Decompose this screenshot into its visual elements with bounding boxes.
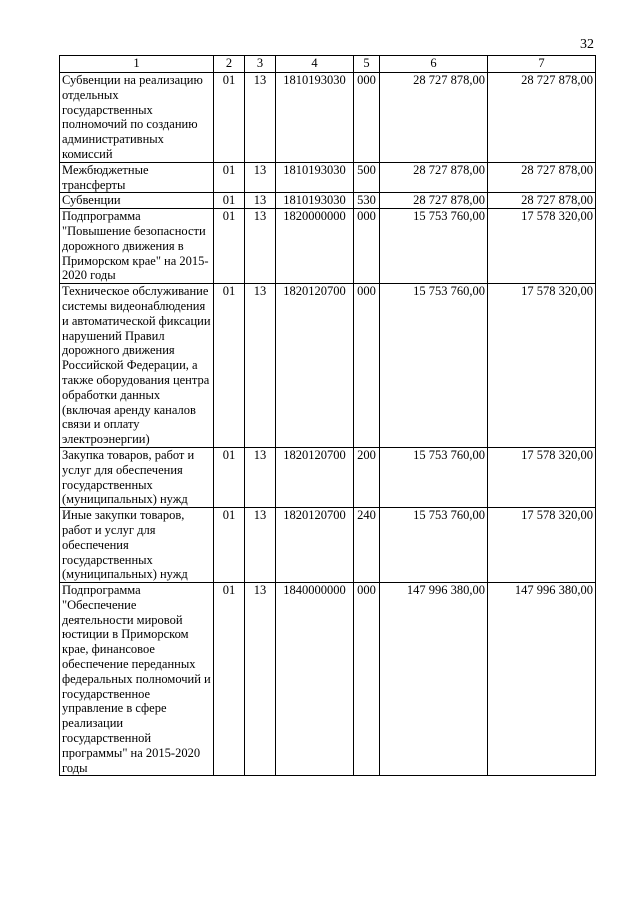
section-code-cell: 01 xyxy=(214,209,245,284)
expense-type-cell: 530 xyxy=(354,193,380,209)
section-code-cell: 01 xyxy=(214,447,245,507)
subsection-code-cell: 13 xyxy=(245,193,276,209)
header-cell: 3 xyxy=(245,56,276,73)
amount-cell-col7: 17 578 320,00 xyxy=(488,508,596,583)
expense-type-cell: 240 xyxy=(354,508,380,583)
expense-type-cell: 000 xyxy=(354,73,380,163)
amount-cell-col7: 17 578 320,00 xyxy=(488,209,596,284)
subsection-code-cell: 13 xyxy=(245,447,276,507)
target-code-cell: 1810193030 xyxy=(276,73,354,163)
header-cell: 5 xyxy=(354,56,380,73)
expense-type-cell: 200 xyxy=(354,447,380,507)
header-cell: 4 xyxy=(276,56,354,73)
target-code-cell: 1820120700 xyxy=(276,508,354,583)
section-code-cell: 01 xyxy=(214,73,245,163)
amount-cell-col6: 28 727 878,00 xyxy=(380,73,488,163)
subsection-code-cell: 13 xyxy=(245,162,276,193)
table-row xyxy=(60,209,596,284)
section-code-cell: 01 xyxy=(214,583,245,776)
table-row xyxy=(60,193,596,209)
subsection-code-cell: 13 xyxy=(245,583,276,776)
expense-type-cell: 000 xyxy=(354,284,380,448)
target-code-cell: 1820000000 xyxy=(276,209,354,284)
amount-cell-col7: 17 578 320,00 xyxy=(488,447,596,507)
amount-cell-col6: 28 727 878,00 xyxy=(380,193,488,209)
table-row xyxy=(60,583,596,776)
header-cell: 6 xyxy=(380,56,488,73)
target-code-cell: 1840000000 xyxy=(276,583,354,776)
amount-cell-col6: 15 753 760,00 xyxy=(380,209,488,284)
header-cell: 7 xyxy=(488,56,596,73)
header-row xyxy=(60,56,596,73)
table-row xyxy=(60,162,596,193)
amount-cell-col6: 15 753 760,00 xyxy=(380,284,488,448)
item-name-cell: Иные закупки товаров, работ и услуг для обеспечения государственных (муниципальных) нужд xyxy=(60,508,214,583)
expense-type-cell: 000 xyxy=(354,209,380,284)
target-code-cell: 1820120700 xyxy=(276,447,354,507)
item-name-cell: Подпрограмма "Повышение безопасности дорожного движения в Приморском крае" на 2015-2020 годы xyxy=(60,209,214,284)
item-name-cell: Субвенции xyxy=(60,193,214,209)
item-name-cell: Субвенции на реализацию отдельных государственных полномочий по созданию административных комиссий xyxy=(60,73,214,163)
table-row xyxy=(60,73,596,163)
amount-cell-col6: 15 753 760,00 xyxy=(380,447,488,507)
target-code-cell: 1810193030 xyxy=(276,162,354,193)
target-code-cell: 1810193030 xyxy=(276,193,354,209)
expense-type-cell: 000 xyxy=(354,583,380,776)
subsection-code-cell: 13 xyxy=(245,73,276,163)
subsection-code-cell: 13 xyxy=(245,209,276,284)
table-row xyxy=(60,284,596,448)
amount-cell-col7: 28 727 878,00 xyxy=(488,73,596,163)
target-code-cell: 1820120700 xyxy=(276,284,354,448)
header-cell: 2 xyxy=(214,56,245,73)
section-code-cell: 01 xyxy=(214,508,245,583)
amount-cell-col7: 17 578 320,00 xyxy=(488,284,596,448)
section-code-cell: 01 xyxy=(214,162,245,193)
amount-cell-col6: 28 727 878,00 xyxy=(380,162,488,193)
expense-type-cell: 500 xyxy=(354,162,380,193)
header-cell: 1 xyxy=(60,56,214,73)
amount-cell-col7: 28 727 878,00 xyxy=(488,193,596,209)
section-code-cell: 01 xyxy=(214,193,245,209)
amount-cell-col6: 15 753 760,00 xyxy=(380,508,488,583)
amount-cell-col6: 147 996 380,00 xyxy=(380,583,488,776)
amount-cell-col7: 28 727 878,00 xyxy=(488,162,596,193)
page-number: 32 xyxy=(580,37,594,52)
table-row xyxy=(60,447,596,507)
budget-table xyxy=(59,55,596,776)
item-name-cell: Подпрограмма "Обеспечение деятельности мировой юстиции в Приморском крае, финансовое обеспечение переданных федеральных полномочий и государственное управление в сфере реализации государственной программы" на 2015-2020 годы xyxy=(60,583,214,776)
item-name-cell: Закупка товаров, работ и услуг для обеспечения государственных (муниципальных) нужд xyxy=(60,447,214,507)
amount-cell-col7: 147 996 380,00 xyxy=(488,583,596,776)
item-name-cell: Межбюджетные трансферты xyxy=(60,162,214,193)
section-code-cell: 01 xyxy=(214,284,245,448)
subsection-code-cell: 13 xyxy=(245,284,276,448)
item-name-cell: Техническое обслуживание системы видеонаблюдения и автоматической фиксации нарушений Правил дорожного движения Российской Федерации, а также оборудования центра обработки данных (включая аренду каналов связи и оплату электроэнергии) xyxy=(60,284,214,448)
subsection-code-cell: 13 xyxy=(245,508,276,583)
table-row xyxy=(60,508,596,583)
